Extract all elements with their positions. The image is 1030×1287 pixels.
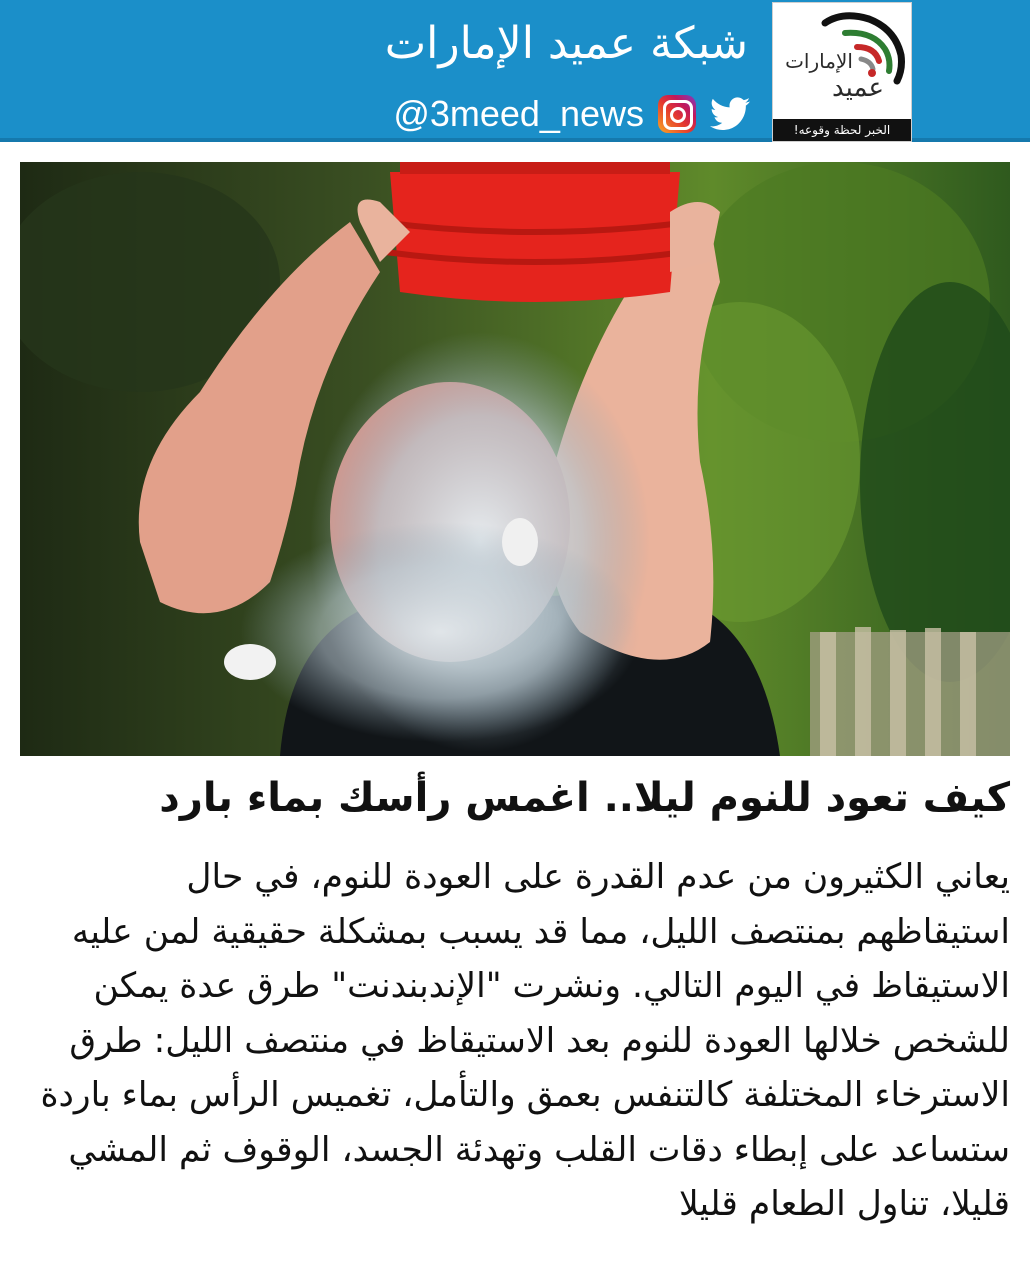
site-logo[interactable] [772, 2, 912, 142]
logo-text-emirates: الإمارات [785, 49, 853, 73]
logo-tagline: الخبر لحظة وقوعه! [773, 119, 911, 141]
logo-text-ameed: عميد [831, 73, 885, 103]
social-row [393, 88, 750, 140]
twitter-icon[interactable] [710, 97, 750, 131]
article-body: يعاني الكثيرون من عدم القدرة على العودة للنوم، في حال استيقاظهم بمنتصف الليل، مما قد يسبب بمشكلة حقيقية لمن عليه الاستيقاظ في اليوم التالي. ونشرت "الإندبندنت" طرق عدة يمكن للشخص خلالها العودة للنوم بعد الاستيقاظ في منتصف الليل: طرق الاسترخاء المختلفة كالتنفس بعمق والتأمل، تغميس الرأس بماء باردة ستساعد على إبطاء دقات القلب وتهدئة الجسد، الوقوف ثم المشي قليلا، تناول الطعام قليلا [40, 857, 1010, 1224]
article-photo [20, 162, 1010, 756]
social-handle[interactable]: @3meed_news [393, 93, 644, 134]
instagram-icon[interactable] [658, 95, 696, 133]
ice-bucket-photo [20, 162, 1010, 756]
site-title: شبكة عميد الإمارات [384, 18, 748, 69]
article-headline: كيف تعود للنوم ليلا.. اغمس رأسك بماء بارد [159, 775, 1010, 821]
